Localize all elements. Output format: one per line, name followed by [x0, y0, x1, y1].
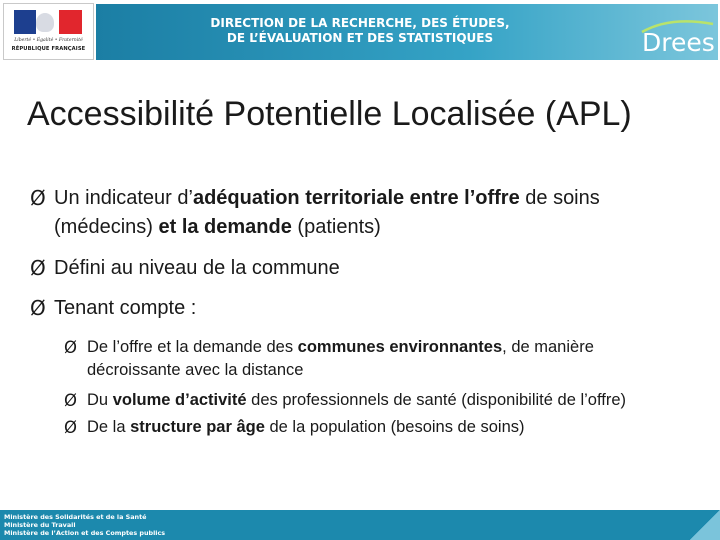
- sub-bullet-text: Du volume d’activité des professionnels de santé (disponibilité de l’offre): [87, 391, 626, 409]
- logo-motto: Liberté • Égalité • Fraternité: [14, 38, 83, 43]
- arrow-bullet-icon: Ø: [64, 391, 77, 410]
- arrow-bullet-icon: Ø: [64, 418, 77, 437]
- slide-title: Accessibilité Potentielle Localisée (APL): [27, 95, 632, 133]
- tricolor-flag-icon: [14, 10, 82, 34]
- sub-bullet-item: [64, 416, 714, 440]
- footer-ministry: Ministère du Travail: [4, 521, 76, 529]
- header-title: [110, 16, 610, 46]
- bullet-text: Un indicateur d’adéquation territoriale entre l’offre de soins: [54, 187, 600, 209]
- header: [0, 0, 720, 62]
- header-title-line1: DIRECTION DE LA RECHERCHE, DES ÉTUDES,: [210, 16, 510, 30]
- sub-bullet-text: De la structure par âge de la population (besoins de soins): [87, 418, 525, 436]
- header-title-line2: DE L’ÉVALUATION ET DES STATISTIQUES: [226, 31, 494, 45]
- logo-republic: RÉPUBLIQUE FRANÇAISE: [11, 46, 86, 52]
- drees-logo: Drees: [642, 28, 715, 57]
- sub-bullet-item: [64, 389, 714, 413]
- marianne-logo: [3, 3, 94, 60]
- arrow-bullet-icon: Ø: [30, 296, 46, 320]
- sub-bullet-item: [64, 336, 714, 382]
- sub-bullet-text: De l’offre et la demande des communes environnantes, de manière: [87, 338, 594, 356]
- footer-ministry: Ministère de l’Action et des Comptes publics: [4, 529, 166, 537]
- bullet-item: [30, 294, 710, 324]
- bullet-text: (médecins) et la demande (patients): [54, 216, 381, 238]
- bullet-text: Tenant compte :: [54, 297, 197, 319]
- bullet-text: Défini au niveau de la commune: [54, 257, 340, 279]
- footer-ministry: Ministère des Solidarités et de la Santé: [4, 513, 147, 521]
- arrow-bullet-icon: Ø: [64, 338, 77, 357]
- footer-band: [0, 510, 720, 540]
- marianne-profile-icon: [36, 13, 54, 32]
- arrow-bullet-icon: Ø: [30, 186, 46, 210]
- footer-corner-accent: [690, 510, 720, 540]
- sub-bullet-text: décroissante avec la distance: [87, 361, 304, 379]
- arrow-bullet-icon: Ø: [30, 256, 46, 280]
- bullet-item: [30, 184, 710, 244]
- bullet-item: [30, 254, 710, 284]
